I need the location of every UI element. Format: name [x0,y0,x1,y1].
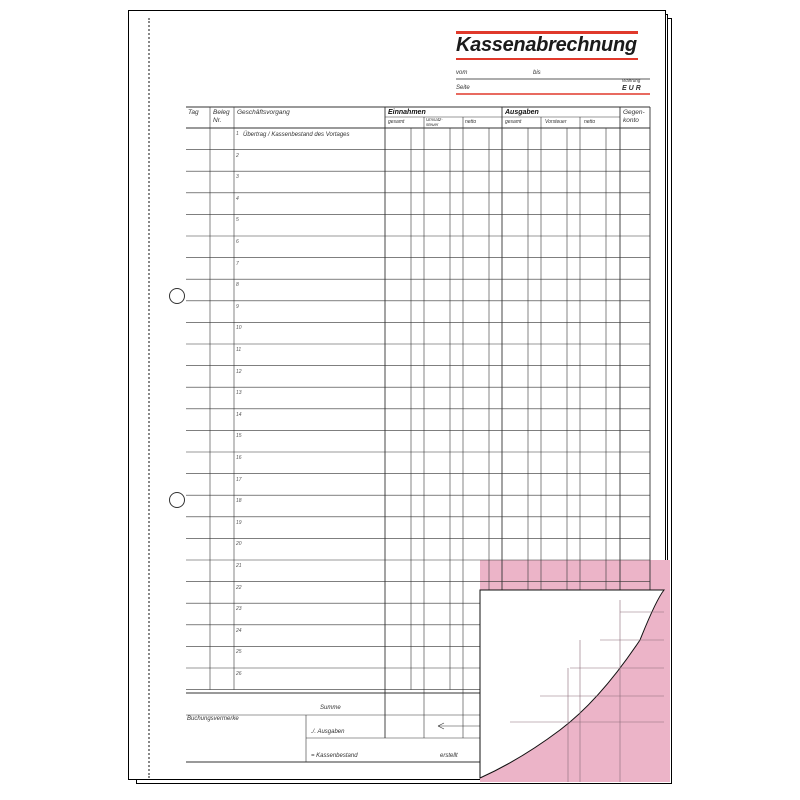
row-number: 3 [236,174,239,181]
ein-gesamt-header: gesamt [388,119,405,125]
row-number: 19 [236,519,242,526]
row-number: 18 [236,498,242,505]
row-number: 2 [236,152,239,159]
kassenbestand-label: = Kassenbestand [311,753,358,759]
aus-netto-header: netto [584,119,596,125]
row-number: 26 [236,671,242,677]
ausgaben-header: Ausgaben [505,109,539,116]
buchungsvermerke-label: Buchungsvermerke [187,716,239,722]
einnahmen-header: Einnahmen [388,109,426,116]
row-number: 20 [236,541,242,548]
waehrung-value: EUR [622,85,643,92]
col-beleg-header: Beleg [213,109,230,116]
row-number: 15 [236,433,242,440]
row-number: 21 [236,563,242,569]
ein-netto-header: netto [465,119,477,125]
row-number: 14 [236,411,242,418]
erstellt-label: erstellt [440,753,458,759]
page-title: Kassenabrechnung [456,34,637,56]
row-number: 5 [236,217,239,224]
row-number: 6 [236,239,239,245]
col-beleg-nr-header: Nr. [213,117,222,124]
row-number: 13 [236,390,242,397]
waehrung-label: Währung [622,78,641,83]
summe-label: Summe [320,705,341,711]
row-number: 11 [236,347,242,353]
seite-label: Seite [456,85,470,91]
row-number: 16 [236,455,242,461]
vom-label: vom [456,70,468,76]
first-row-text: Übertrag / Kassenbestand des Vortages [243,132,350,138]
row-number: 10 [236,325,242,332]
col-geschaeft-header: Geschäftsvorgang [237,109,290,116]
row-number: 1 [236,131,239,137]
col-tag-header: Tag [188,109,199,116]
ein-ust-header: Umsatz-steuer [426,117,443,127]
row-number: 9 [236,303,239,310]
bis-label: bis [533,70,541,76]
row-number: 8 [236,282,239,289]
row-number: 23 [236,606,242,613]
row-number: 22 [236,584,242,591]
aus-gesamt-header: gesamt [505,119,522,125]
gegenkonto-header: Gegen-konto [623,109,645,124]
aus-vorsteuer-header: Vorsteuer [545,119,567,125]
row-number: 25 [236,649,242,656]
row-number: 7 [236,260,239,267]
row-number: 12 [236,368,242,375]
row-number: 17 [236,476,242,483]
row-number: 24 [236,627,242,634]
ausgaben-label: ./. Ausgaben [311,729,345,735]
row-number: 4 [236,195,239,202]
